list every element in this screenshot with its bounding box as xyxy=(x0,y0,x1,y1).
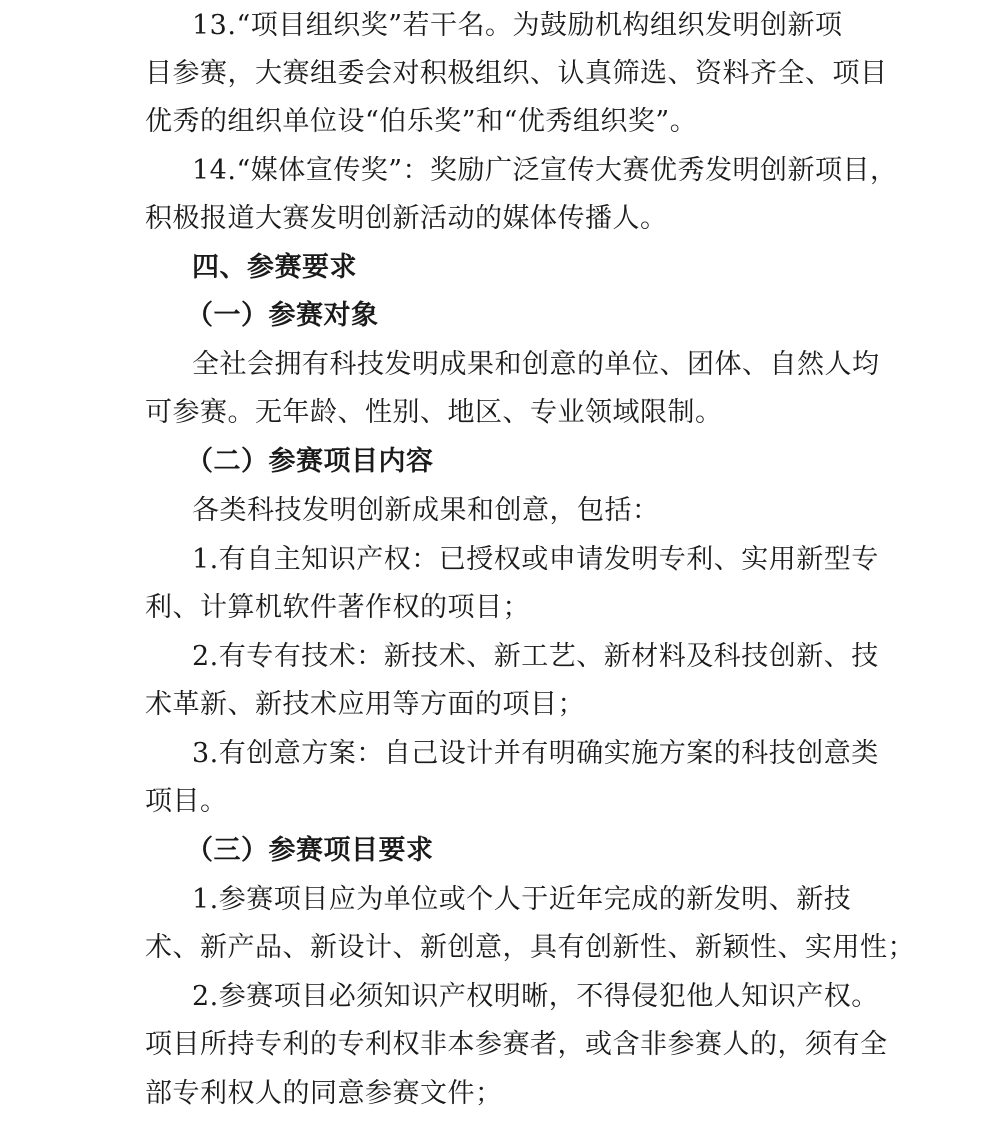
section-heading-4: 四、参赛要求 xyxy=(192,252,357,283)
requirement-1-line-2: 术、新产品、新设计、新创意，具有创新性、新颖性、实用性； xyxy=(145,932,915,963)
paragraph-object-line-1: 全社会拥有科技发明成果和创意的单位、团体、自然人均 xyxy=(192,349,880,380)
paragraph-content-intro: 各类科技发明创新成果和创意，包括： xyxy=(192,495,660,526)
requirement-2-line-2: 项目所持专利的专利权非本参赛者，或含非参赛人的，须有全 xyxy=(145,1029,888,1060)
item-3-line-2: 项目。 xyxy=(145,786,228,817)
requirement-1-line-1: 1.参赛项目应为单位或个人于近年完成的新发明、新技 xyxy=(192,884,852,915)
paragraph-13-line-2: 目参赛，大赛组委会对积极组织、认真筛选、资料齐全、项目 xyxy=(145,58,888,89)
requirement-2-line-1: 2.参赛项目必须知识产权明晰，不得侵犯他人知识产权。 xyxy=(192,981,879,1012)
subheading-2: （二）参赛项目内容 xyxy=(186,446,434,477)
item-2-line-1: 2.有专有技术：新技术、新工艺、新材料及科技创新、技 xyxy=(192,641,879,672)
item-1-line-2: 利、计算机软件著作权的项目； xyxy=(145,592,530,623)
item-1-line-1: 1.有自主知识产权：已授权或申请发明专利、实用新型专 xyxy=(192,544,879,575)
item-3-line-1: 3.有创意方案：自己设计并有明确实施方案的科技创意类 xyxy=(192,738,879,769)
paragraph-14-line-2: 积极报道大赛发明创新活动的媒体传播人。 xyxy=(145,203,668,234)
paragraph-14-line-1: 14.“媒体宣传奖”：奖励广泛宣传大赛优秀发明创新项目， xyxy=(192,155,898,186)
item-2-line-2: 术革新、新技术应用等方面的项目； xyxy=(145,689,585,720)
paragraph-13-line-1: 13.“项目组织奖”若干名。为鼓励机构组织发明创新项 xyxy=(192,10,843,41)
subheading-3: （三）参赛项目要求 xyxy=(186,835,434,866)
subheading-1: （一）参赛对象 xyxy=(186,300,379,331)
requirement-2-line-3: 部专利权人的同意参赛文件； xyxy=(145,1078,503,1109)
paragraph-13-line-3: 优秀的组织单位设“伯乐奖”和“优秀组织奖”。 xyxy=(145,106,698,137)
paragraph-object-line-2: 可参赛。无年龄、性别、地区、专业领域限制。 xyxy=(145,397,723,428)
